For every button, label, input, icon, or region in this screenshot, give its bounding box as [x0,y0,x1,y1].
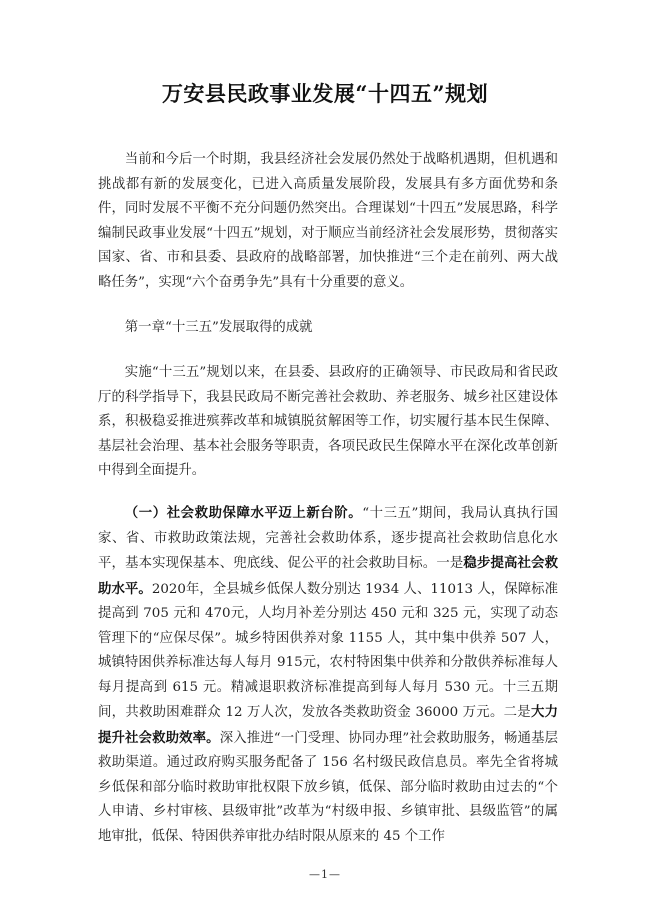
chapter-heading: 第一章“十三五”发展取得的成就 [124,320,313,335]
section-one-text-b: 2020年，全县城乡低保人数分别达 1934 人、11013 人，保障标准提高到 705 元和 470元，人均月补差分别达 450 元和 325 元，实现了动态管理下的“应保尽保”。城乡特困供养对象 1155 人，其中集中供养 507 人，城镇特困供养标准达每人每月 915元，农村特困集中供养和分散供养标准每人每月提高到 615 元。精减退职救济标准提高到每人每月 530 元。十三五期间，共救助困难群众 12 万人次，发放各类救助资金 36000 万元。二是 [98,581,558,720]
section-one-paragraph [98,501,558,849]
intro-paragraph-block [98,148,558,295]
page-number: —1— [309,868,341,881]
document-title: 万安县民政事业发展“十四五”规划 [161,81,489,106]
intro-paragraph: 当前和今后一个时期，我县经济社会发展仍然处于战略机遇期，但机遇和挑战都有新的发展变化，已进入高质量发展阶段，发展具有多方面优势和条件，同时发展不平衡不充分问题仍然突出。合理谋划“十四五”发展思路，科学编制民政事业发展“十四五”规划，对于顺应当前经济社会发展形势，贯彻落实国家、省、市和县委、县政府的战略部署，加快推进“三个走在前列、两大战略任务”，实现“六个奋勇争先”具有十分重要的意义。 [98,152,558,290]
section-one-block [98,501,558,849]
section-one-bold-2: 大力提升社会救助效率。 [98,704,558,746]
chapter-heading-block [98,316,558,341]
section-one-text-a: “十三五”期间，我局认真执行国家、省、市救助政策法规，完善社会救助体系，逐步提高社会救助信息化水平，基本实现保基本、兜底线、促公平的社会救助目标。一是 [98,506,558,571]
section-one-label: （一）社会救助保障水平迈上新台阶。 [124,505,363,521]
section-one-text-c: 深入推进“一门受理、协同办理”社会救助服务，畅通基层救助渠道。通过政府购买服务配备了 156 名村级民政信息员。率先全省将城乡低保和部分临时救助审批权限下放乡镇，低保、部分临时救助由过去的“个人申请、乡村审核、县级审批”改革为“村级申报、乡镇审批、县级监管”的属地审批，低保、特困供养审批办结时限从原来的 45 个工作 [98,730,558,844]
summary-paragraph: 实施“十三五”规划以来，在县委、县政府的正确领导、市民政局和省民政厅的科学指导下，我县民政局不断完善社会救助、养老服务、城乡社区建设体系，积极稳妥推进殡葬改革和城镇脱贫解困等工作，切实履行基本民生保障、基层社会治理、基本社会服务等职责，各项民政民生保障水平在深化改革创新中得到全面提升。 [98,365,558,478]
section-one-bold-1: 稳步提高社会救助水平。 [98,555,558,597]
summary-paragraph-block [98,361,558,484]
